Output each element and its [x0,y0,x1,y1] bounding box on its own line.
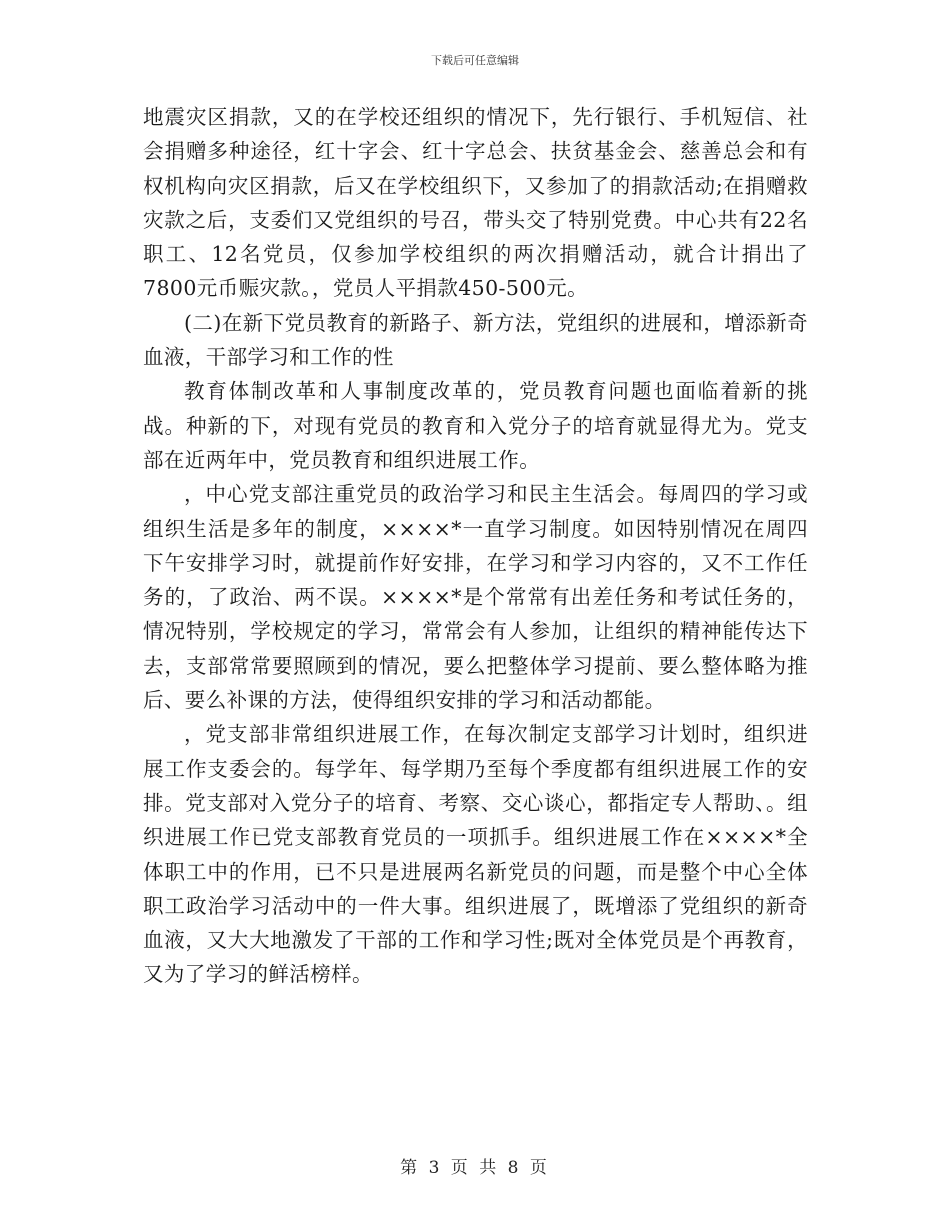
page-header: 下载后可任意编辑 [431,54,519,67]
paragraph-1: 地震灾区捐款，又的在学校还组织的情况下，先行银行、手机短信、社会捐赠多种途径，红十字会、红十字总会、扶贫基金会、慈善总会和有权机构向灾区捐款，后又在学校组织下，又参加了的捐款活动;在捐赠救灾款之后，支委们又党组织的号召，带头交了特别党费。中心共有22名职工、12名党员，仅参加学校组织的两次捐赠活动，就合计捐出了7800元币赈灾款。，党员人平捐款450-500元。 [143,105,808,301]
paragraph-2-heading: (二)在新下党员教育的新路子、新方法，党组织的进展和，增添新奇血液，干部学习和工作的性 [143,310,808,370]
paragraph-4: ，中心党支部注重党员的政治学习和民主生活会。每周四的学习或组织生活是多年的制度，××××*一直学习制度。如因特别情况在周四下午安排学习时，就提前作好安排，在学习和学习内容的，又不工作任务的，了政治、两不误。××××*是个常常有出差任务和考试任务的，情况特别，学校规定的学习，常常会有人参加，让组织的精神能传达下去，支部常常要照顾到的情况，要么把整体学习提前、要么整体略为推后、要么补课的方法，使得组织安排的学习和活动都能。 [143,482,808,713]
document-body [143,100,808,992]
paragraph-5: ，党支部非常组织进展工作，在每次制定支部学习计划时，组织进展工作支委会的。每学年、每学期乃至每个季度都有组织进展工作的安排。党支部对入党分子的培育、考察、交心谈心，都指定专人帮助、。组织进展工作已党支部教育党员的一项抓手。组织进展工作在××××*全体职工中的作用，已不只是进展两名新党员的问题，而是整个中心全体职工政治学习活动中的一件大事。组织进展了，既增添了党组织的新奇血液，又大大地激发了干部的工作和学习性;既对全体党员是个再教育，又为了学习的鲜活榜样。 [143,722,808,987]
page-number-footer: 第 3 页 共 8 页 [400,1158,550,1178]
paragraph-3: 教育体制改革和人事制度改革的，党员教育问题也面临着新的挑战。种新的下，对现有党员的教育和入党分子的培育就显得尤为。党支部在近两年中，党员教育和组织进展工作。 [143,379,808,472]
